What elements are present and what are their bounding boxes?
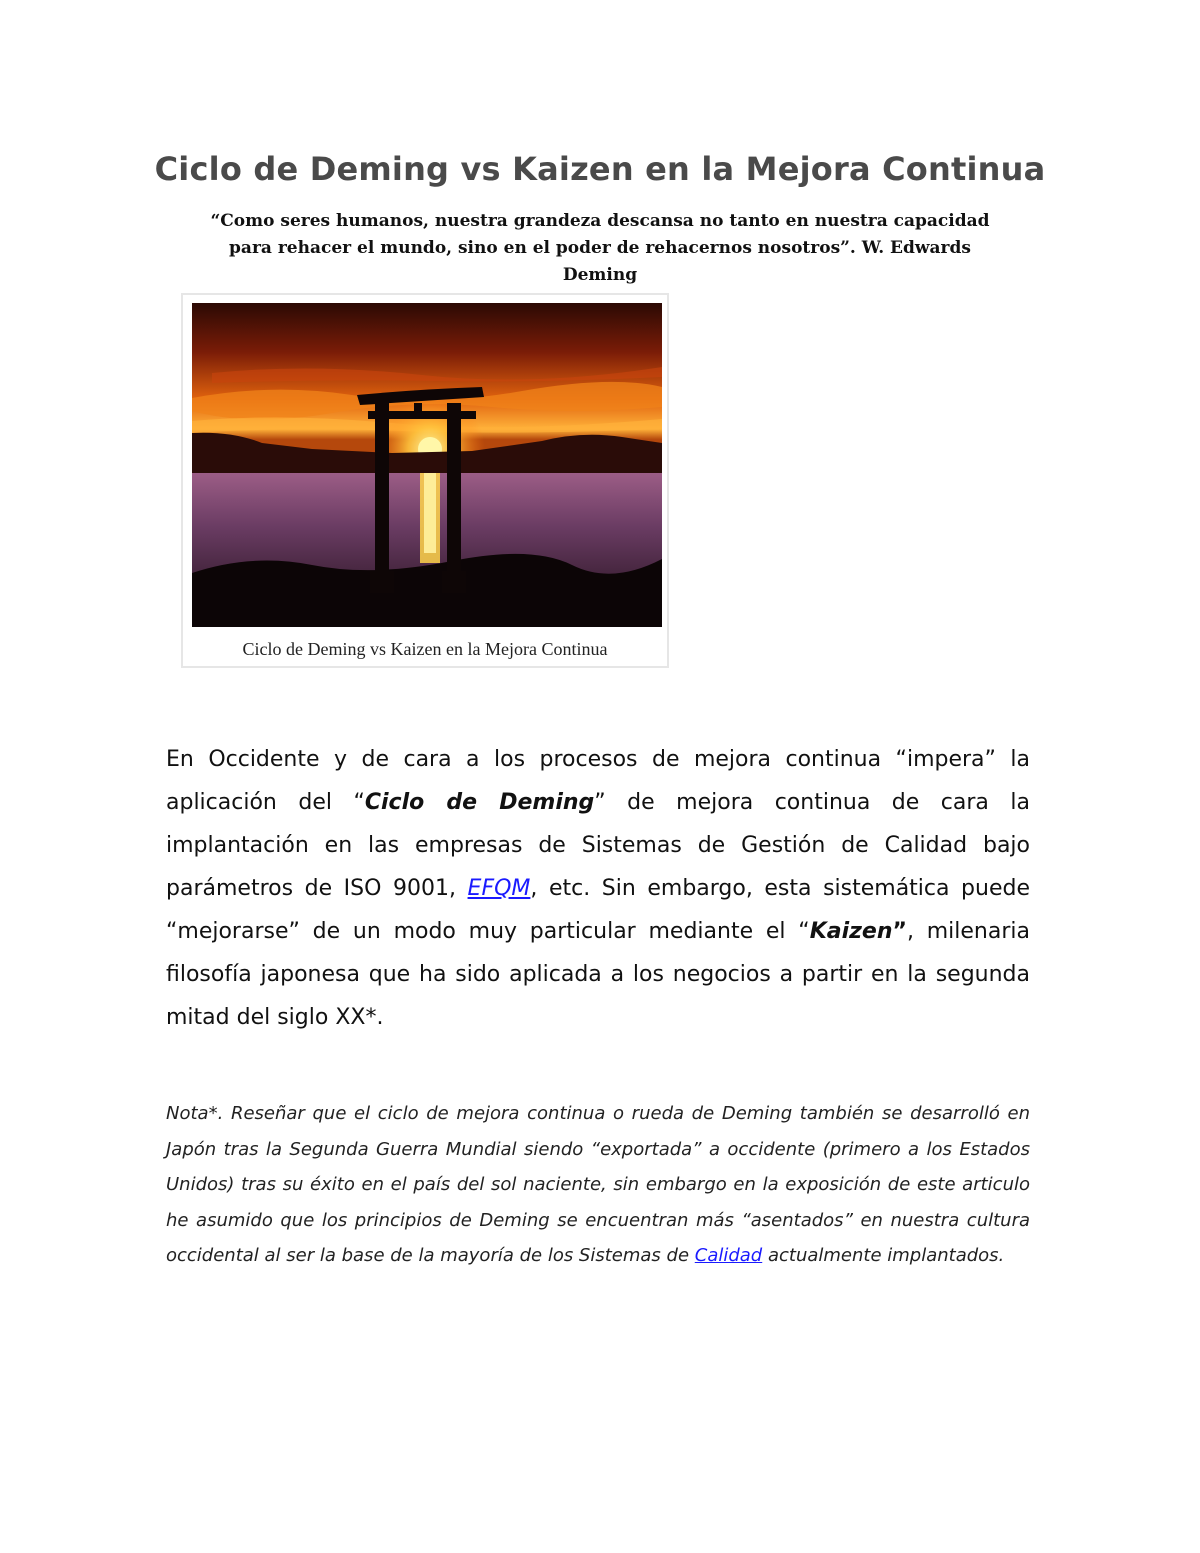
footnote — [166, 1096, 1030, 1274]
paragraph-text: , milenaria filosofía japonesa que ha sido aplicada a los negocios a partir en la segunda mitad del siglo XX*. — [166, 919, 1030, 1030]
deming-term: Ciclo de Deming — [364, 790, 595, 815]
torii-sunset-illustration — [192, 303, 662, 627]
paragraph-text: , etc. Sin embargo, esta sistemática puede “mejorarse” de un modo muy particular mediante el “ — [166, 876, 1030, 944]
main-paragraph — [166, 738, 1030, 1039]
figure-caption: Ciclo de Deming vs Kaizen en la Mejora Continua — [242, 639, 608, 659]
document-title: Ciclo de Deming vs Kaizen en la Mejora Continua — [154, 150, 1046, 188]
footnote-text: Nota*. Reseñar que el ciclo de mejora continua o rueda de Deming también se desarrolló en Japón tras la Segunda Guerra Mundial siendo “exportada” a occidente (primero a los Estados Unidos) tras su éxito en el país del sol naciente, sin embargo en la exposición de este articulo he asumido que los principios de Deming se encuentran más “asentados” en nuestra cultura occidental al ser la base de la mayoría de los Sistemas de — [166, 1103, 1030, 1266]
paragraph-text: En Occidente y de cara a los procesos de mejora continua “impera” la aplicación del “ — [166, 747, 1030, 815]
epigraph-quote: “Como seres humanos, nuestra grandeza descansa no tanto en nuestra capacidad para rehacer el mundo, sino en el poder de rehacernos nosotros”. W. Edwards Deming — [210, 211, 990, 285]
calidad-link[interactable]: Calidad — [694, 1245, 763, 1266]
closing-quote: ” — [892, 919, 907, 944]
torii-sunset-image — [192, 303, 662, 627]
footnote-text: actualmente implantados. — [762, 1245, 1005, 1266]
kaizen-term: Kaizen — [809, 919, 893, 944]
figure — [181, 293, 669, 668]
efqm-link[interactable]: EFQM — [467, 876, 531, 901]
paragraph-text: ” de mejora continua de cara la implantación en las empresas de Sistemas de Gestión de Calidad bajo parámetros de ISO 9001, — [166, 790, 1030, 901]
